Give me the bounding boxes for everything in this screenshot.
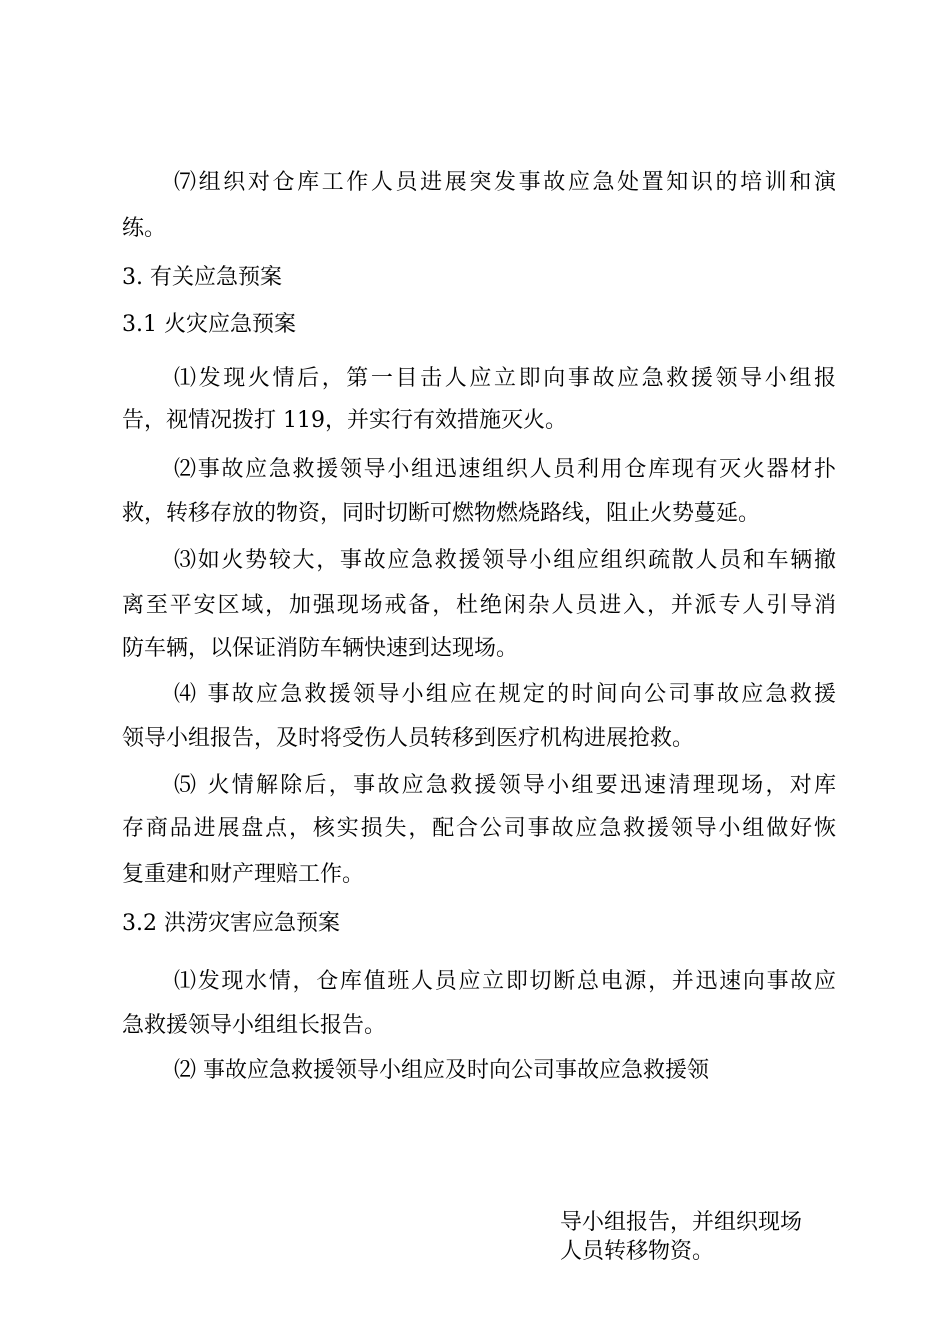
- fire-item-1-line-2: 告，视情况拨打 119，并实行有效措施灭火。: [122, 408, 567, 433]
- fire-item-5-line-3: 复重建和财产理赔工作。: [122, 862, 365, 887]
- flood-item-1-line-1: ⑴发现水情，仓库值班人员应立即切断总电源，并迅速向事故应: [174, 969, 836, 994]
- fire-item-2-line-1: ⑵事故应急救援领导小组迅速组织人员利用仓库现有灭火器材扑: [174, 457, 836, 482]
- fire-item-3-line-1: ⑶如火势较大，事故应急救援领导小组应组织疏散人员和车辆撤: [174, 548, 836, 573]
- paragraph-7-line-1: ⑺组织对仓库工作人员进展突发事故应急处置知识的培训和演: [174, 170, 836, 195]
- fire-item-3-line-2: 离至平安区域，加强现场戒备，杜绝闲杂人员进入，并派专人引导消: [122, 593, 836, 618]
- fire-item-4-line-2: 领导小组报告，及时将受伤人员转移到医疗机构进展抢救。: [122, 726, 695, 751]
- continuation-text-block: [560, 1208, 840, 1266]
- fire-item-5-line-2: 存商品进展盘点，核实损失，配合公司事故应急救援领导小组做好恢: [122, 816, 836, 841]
- continuation-line-1: 导小组报告，并组织现场: [560, 1210, 803, 1235]
- fire-item-3-line-3: 防车辆，以保证消防车辆快速到达现场。: [122, 636, 519, 661]
- fire-item-2-line-2: 救，转移存放的物资，同时切断可燃物燃烧路线，阻止火势蔓延。: [122, 501, 761, 526]
- section-heading-3: 3. 有关应急预案: [122, 265, 282, 290]
- continuation-line-2: 人员转移物资。: [560, 1239, 715, 1264]
- flood-item-1-line-2: 急救援领导小组组长报告。: [122, 1013, 387, 1038]
- fire-item-1-line-1: ⑴发现火情后，第一目击人应立即向事故应急救援领导小组报: [174, 366, 836, 391]
- paragraph-7-line-2: 练。: [122, 216, 167, 241]
- subsection-heading-3-2: 3.2 洪涝灾害应急预案: [122, 911, 340, 936]
- fire-item-5-line-1: ⑸ 火情解除后，事故应急救援领导小组要迅速清理现场，对库: [174, 773, 836, 798]
- subsection-heading-3-1: 3.1 火灾应急预案: [122, 312, 296, 337]
- flood-item-2-line-1: ⑵ 事故应急救援领导小组应及时向公司事故应急救援领: [174, 1058, 709, 1083]
- fire-item-4-line-1: ⑷ 事故应急救援领导小组应在规定的时间向公司事故应急救援: [174, 682, 836, 707]
